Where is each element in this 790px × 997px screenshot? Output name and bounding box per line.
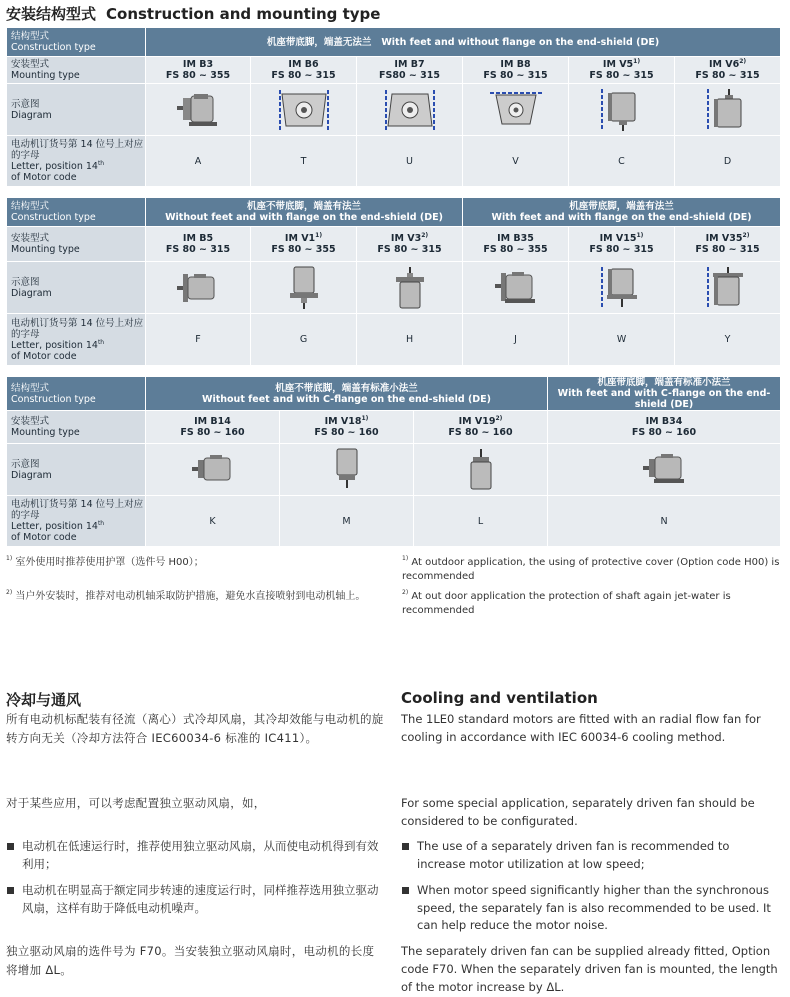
mounting-type-cell: IM V15$^{1)}$ FS 80 ~ 315 [569,227,675,262]
diagram-cell [463,84,569,136]
diagram-cell [548,444,781,496]
mounting-table-3 [6,376,781,547]
cooling-paragraph-2-cn: 对于某些应用，可以考虑配置独立驱动风扇，如， [6,796,266,810]
diagram-cell [569,84,675,136]
letter-code-cell: L [414,496,548,547]
bullet-item-en-1: The use of a separately driven fan is recommended to increase motor utilization at low speed; [401,838,781,873]
motor-wall-mount-icon [274,88,334,132]
motor-ceiling-mount-icon [486,88,546,132]
page-title [6,3,380,25]
letter-code-cell: F [146,314,251,366]
mounting-type-cell: IM V5$^{1)}$ FS 80 ~ 315 [569,57,675,84]
cooling-paragraph-1-cn: 所有电动机标配装有径流（离心）式冷却风扇，其冷却效能与电动机的旋转方向无关（冷却方法符合 IEC60034-6 标准的 IC411）。 [6,712,384,745]
bullet-item-en-2: When motor speed significantly higher than the synchronous speed, the separately fan is also recommended to be used. It can help reduce the motor noise. [401,882,781,935]
mounting-type-cell: IM V19$^{2)}$ FS 80 ~ 160 [414,411,548,444]
footnote-cn-2: $^{2)}$ 当户外安装时，推荐对电动机轴采取防护措施，避免水直接喷射到电动机轴上。 [6,589,366,602]
mounting-table-2 [6,197,781,366]
motor-wall-mount-icon [380,88,440,132]
mounting-type-cell: IM B34 FS 80 ~ 160 [548,411,781,444]
motor-foot-c-flange-icon [641,452,687,488]
motor-vertical-wall-icon [597,265,647,311]
page-title-en: Construction and mounting type [106,5,381,23]
mounting-type-cell: IM B35 FS 80 ~ 355 [463,227,569,262]
mounting-type-cell: IM B8 FS 80 ~ 315 [463,57,569,84]
mounting-type-cell: IM B7 FS80 ~ 315 [357,57,463,84]
diagram-label: 示意图 Diagram [7,262,146,314]
construction-type-label: 结构型式 Construction type [7,198,146,227]
diagram-cell [463,262,569,314]
construction-type-label: 结构型式 Construction type [7,377,146,411]
mounting-type-label: 安装型式 Mounting type [7,411,146,444]
motor-vertical-wall-icon [597,87,647,133]
motor-vertical-wall-icon [703,87,753,133]
diagram-cell [251,84,357,136]
construction-group-header: 机座不带底脚，端盖有法兰 Without feet and with flange on the end-shield (DE) [146,198,463,227]
construction-group-header: 机座带底脚，端盖有法兰 With feet and with flange on the end-shield (DE) [463,198,781,227]
letter-code-cell: H [357,314,463,366]
letter-code-cell: D [675,136,781,187]
construction-group-header: 机座带底脚，端盖有标准小法兰 With feet and with C-flange on the end-shield (DE) [548,377,781,411]
diagram-cell [357,84,463,136]
cooling-paragraph-3-en: The separately driven fan can be supplied already fitted, Option code F70. When the separately driven fan is mounted, the length of the motor increase by ΔL. [401,944,778,994]
mounting-type-cell: IM V35$^{2)}$ FS 80 ~ 315 [675,227,781,262]
mounting-type-cell: IM B6 FS 80 ~ 315 [251,57,357,84]
letter-code-label: 电动机订货号第 14 位号上对应的字母 Letter, position 14th of Motor code [7,496,146,547]
mounting-type-cell: IM B14 FS 80 ~ 160 [146,411,280,444]
letter-code-cell: U [357,136,463,187]
diagram-cell [414,444,548,496]
motor-flange-vertical-icon [390,265,430,311]
mounting-type-cell: IM V6$^{2)}$ FS 80 ~ 315 [675,57,781,84]
letter-code-cell: C [569,136,675,187]
bullet-square-icon [402,887,409,894]
letter-code-cell: G [251,314,357,366]
mounting-type-label: 安装型式 Mounting type [7,227,146,262]
cooling-paragraph-2-en: For some special application, separately driven fan should be considered to be configurated. [401,796,755,828]
footnote-cn-1: $^{1)}$ 室外使用时推荐使用护罩（选件号 H00）； [6,555,204,568]
mounting-type-cell: IM B5 FS 80 ~ 315 [146,227,251,262]
diagram-cell [251,262,357,314]
bullet-square-icon [7,843,14,850]
bullet-item-cn-2: 电动机在明显高于额定同步转速的速度运行时，同样推荐选用独立驱动风扇，这样有助于降低电动机噪声。 [6,882,384,917]
motor-flange-horizontal-icon [175,270,221,306]
footnote-en-1: $^{1)}$ At outdoor application, the using of protective cover (Option code H00) is recommended [402,555,780,582]
cooling-paragraph-1-en: The 1LE0 standard motors are fitted with an radial flow fan for cooling in accordance with IEC 60034-6 cooling method. [401,712,761,744]
mounting-type-cell: IM V1$^{1)}$ FS 80 ~ 355 [251,227,357,262]
letter-code-cell: V [463,136,569,187]
letter-code-cell: Y [675,314,781,366]
cooling-paragraph-3-cn: 独立驱动风扇的选件号为 F70。当安装独立驱动风扇时，电动机的长度将增加 ΔL。 [6,944,375,977]
motor-c-flange-vertical-icon [327,447,367,493]
diagram-cell [675,84,781,136]
diagram-label: 示意图 Diagram [7,444,146,496]
letter-code-label: 电动机订货号第 14 位号上对应的字母 Letter, position 14th of Motor code [7,314,146,366]
diagram-cell [569,262,675,314]
letter-code-cell: T [251,136,357,187]
letter-code-label: 电动机订货号第 14 位号上对应的字母 Letter, position 14th of Motor code [7,136,146,187]
letter-code-cell: A [146,136,251,187]
construction-type-label: 结构型式 Construction type [7,28,146,57]
diagram-cell [146,84,251,136]
diagram-cell [357,262,463,314]
construction-group-header: 机座带底脚，端盖无法兰 With feet and without flange on the end-shield (DE) [146,28,781,57]
mounting-type-cell: IM V3$^{2)}$ FS 80 ~ 315 [357,227,463,262]
bullet-square-icon [7,887,14,894]
letter-code-cell: M [280,496,414,547]
motor-flange-vertical-icon [284,265,324,311]
bullet-square-icon [402,843,409,850]
letter-code-cell: K [146,496,280,547]
mounting-type-cell: IM B3 FS 80 ~ 355 [146,57,251,84]
mounting-type-label: 安装型式 Mounting type [7,57,146,84]
mounting-table-1 [6,27,781,187]
diagram-cell [146,262,251,314]
cooling-heading-en: Cooling and ventilation [401,689,598,707]
bullet-item-cn-1: 电动机在低速运行时，推荐使用独立驱动风扇，从而使电动机得到有效利用； [6,838,384,873]
diagram-cell [146,444,280,496]
motor-c-flange-horizontal-icon [190,452,236,488]
motor-flange-vertical-icon [703,265,753,311]
letter-code-cell: N [548,496,781,547]
page-title-cn: 安装结构型式 [6,5,97,23]
letter-code-cell: W [569,314,675,366]
motor-foot-flange-icon [493,270,539,306]
footnote-en-2: $^{2)}$ At out door application the protection of shaft again jet-water is recommended [402,589,731,616]
diagram-cell [675,262,781,314]
motor-c-flange-vertical-icon [461,447,501,493]
construction-group-header: 机座不带底脚，端盖有标准小法兰 Without feet and with C-flange on the end-shield (DE) [146,377,548,411]
diagram-cell [280,444,414,496]
mounting-type-cell: IM V18$^{1)}$ FS 80 ~ 160 [280,411,414,444]
motor-foot-horizontal-icon [175,92,221,128]
letter-code-cell: J [463,314,569,366]
cooling-heading-cn: 冷却与通风 [6,691,82,709]
diagram-label: 示意图 Diagram [7,84,146,136]
